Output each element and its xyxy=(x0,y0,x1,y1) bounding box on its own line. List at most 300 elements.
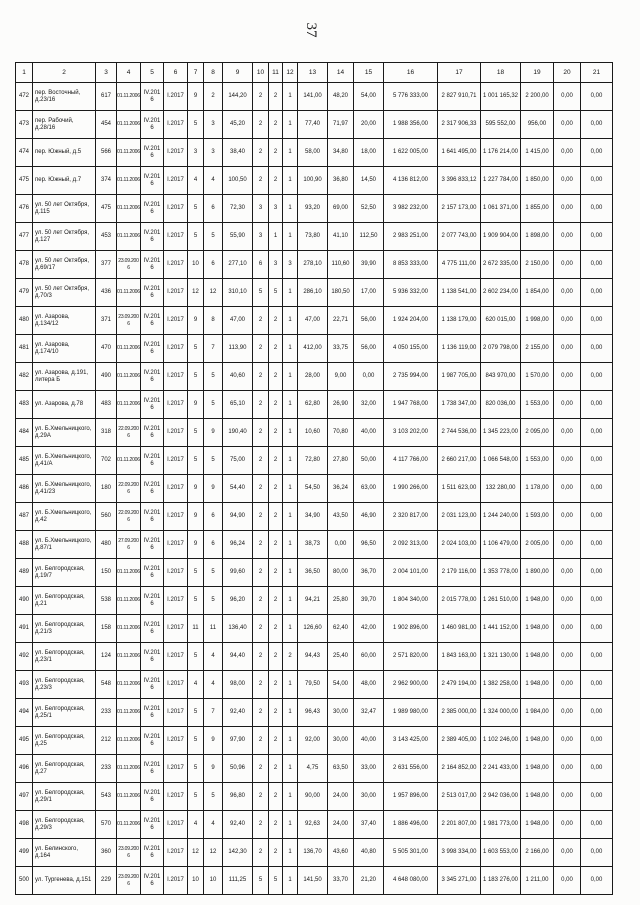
cell-col-13: 100,90 xyxy=(298,167,328,195)
column-number-3: 3 xyxy=(96,63,117,83)
cell-col-12: 1 xyxy=(283,587,298,615)
cell-col-9: 96,80 xyxy=(223,783,253,811)
cell-col-10: 2 xyxy=(253,363,269,391)
cell-col-19: 1 948,00 xyxy=(521,727,554,755)
cell-col-13: 412,00 xyxy=(298,335,328,363)
cell-col-9: 97,90 xyxy=(223,727,253,755)
cell-col-9: 136,40 xyxy=(223,615,253,643)
cell-col-10: 2 xyxy=(253,727,269,755)
cell-row-number: 495 xyxy=(16,727,33,755)
cell-col-15: 63,00 xyxy=(354,475,384,503)
cell-col-14: 27,80 xyxy=(328,447,354,475)
cell-col-16: 1 804 340,00 xyxy=(384,587,438,615)
cell-col-15: 48,00 xyxy=(354,671,384,699)
cell-col-17: 3 345 271,00 xyxy=(438,867,481,895)
cell-col-19: 1 854,00 xyxy=(521,279,554,307)
cell-col-4: 01.11.2006 xyxy=(117,363,141,391)
cell-col-7: 4 xyxy=(188,811,204,839)
cell-col-17: 2 015 778,00 xyxy=(438,587,481,615)
cell-col-14: 9,00 xyxy=(328,363,354,391)
cell-col-15: 40,00 xyxy=(354,727,384,755)
cell-col-8: 9 xyxy=(204,475,223,503)
cell-row-number: 486 xyxy=(16,475,33,503)
cell-col-12: 1 xyxy=(283,447,298,475)
cell-col-5: IV.2016 xyxy=(141,811,164,839)
cell-address: ул. Б.Хмельницкого, д.29А xyxy=(33,419,96,447)
cell-col-11: 2 xyxy=(269,167,283,195)
cell-col-19: 1 948,00 xyxy=(521,615,554,643)
cell-col-13: 28,00 xyxy=(298,363,328,391)
cell-row-number: 496 xyxy=(16,755,33,783)
cell-col-9: 55,90 xyxy=(223,223,253,251)
cell-row-number: 477 xyxy=(16,223,33,251)
cell-col-13: 77,40 xyxy=(298,111,328,139)
cell-col-7: 5 xyxy=(188,111,204,139)
cell-col-14: 33,75 xyxy=(328,335,354,363)
cell-col-17: 2 031 123,00 xyxy=(438,503,481,531)
cell-col-15: 46,90 xyxy=(354,503,384,531)
cell-col-21: 0,00 xyxy=(581,699,613,727)
cell-col-3: 124 xyxy=(96,643,117,671)
cell-col-14: 71,97 xyxy=(328,111,354,139)
cell-col-8: 5 xyxy=(204,587,223,615)
column-number-10: 10 xyxy=(253,63,269,83)
cell-col-20: 0,00 xyxy=(554,643,581,671)
table-row xyxy=(16,867,613,895)
cell-col-10: 2 xyxy=(253,587,269,615)
cell-col-7: 12 xyxy=(188,279,204,307)
cell-col-18: 2 672 335,00 xyxy=(481,251,521,279)
cell-col-13: 38,73 xyxy=(298,531,328,559)
cell-col-11: 2 xyxy=(269,335,283,363)
cell-col-20: 0,00 xyxy=(554,83,581,111)
cell-col-20: 0,00 xyxy=(554,363,581,391)
cell-col-9: 113,90 xyxy=(223,335,253,363)
cell-col-21: 0,00 xyxy=(581,363,613,391)
cell-col-6: I.2017 xyxy=(164,307,188,335)
cell-col-11: 2 xyxy=(269,615,283,643)
cell-col-15: 32,47 xyxy=(354,699,384,727)
cell-col-9: 98,00 xyxy=(223,671,253,699)
cell-col-5: IV.2016 xyxy=(141,643,164,671)
cell-col-15: 56,00 xyxy=(354,335,384,363)
cell-col-12: 2 xyxy=(283,643,298,671)
cell-col-17: 2 077 743,00 xyxy=(438,223,481,251)
cell-col-15: 50,00 xyxy=(354,447,384,475)
cell-col-16: 3 982 232,00 xyxy=(384,195,438,223)
cell-col-12: 1 xyxy=(283,363,298,391)
cell-row-number: 484 xyxy=(16,419,33,447)
cell-col-8: 6 xyxy=(204,503,223,531)
cell-col-7: 12 xyxy=(188,839,204,867)
table-row xyxy=(16,447,613,475)
cell-col-16: 1 886 496,00 xyxy=(384,811,438,839)
cell-address: ул. Белгородская, д.21/3 xyxy=(33,615,96,643)
cell-col-9: 72,30 xyxy=(223,195,253,223)
cell-col-6: I.2017 xyxy=(164,559,188,587)
table-row xyxy=(16,531,613,559)
cell-col-7: 5 xyxy=(188,223,204,251)
cell-col-3: 475 xyxy=(96,195,117,223)
cell-col-14: 34,80 xyxy=(328,139,354,167)
column-number-13: 13 xyxy=(298,63,328,83)
cell-col-8: 5 xyxy=(204,447,223,475)
cell-col-8: 2 xyxy=(204,83,223,111)
cell-col-8: 4 xyxy=(204,671,223,699)
cell-col-15: 20,00 xyxy=(354,111,384,139)
cell-col-20: 0,00 xyxy=(554,811,581,839)
cell-col-11: 3 xyxy=(269,195,283,223)
cell-col-5: IV.2016 xyxy=(141,503,164,531)
cell-col-9: 50,96 xyxy=(223,755,253,783)
cell-col-10: 2 xyxy=(253,419,269,447)
cell-col-15: 40,00 xyxy=(354,419,384,447)
cell-col-16: 2 631 556,00 xyxy=(384,755,438,783)
cell-col-13: 286,10 xyxy=(298,279,328,307)
cell-col-15: 0,00 xyxy=(354,363,384,391)
column-number-18: 18 xyxy=(481,63,521,83)
table-row xyxy=(16,839,613,867)
cell-col-10: 3 xyxy=(253,195,269,223)
cell-col-9: 142,30 xyxy=(223,839,253,867)
cell-col-11: 2 xyxy=(269,559,283,587)
cell-col-3: 543 xyxy=(96,783,117,811)
cell-col-7: 10 xyxy=(188,251,204,279)
cell-col-21: 0,00 xyxy=(581,195,613,223)
cell-row-number: 476 xyxy=(16,195,33,223)
cell-col-21: 0,00 xyxy=(581,419,613,447)
table-row xyxy=(16,727,613,755)
cell-col-18: 1 106 479,00 xyxy=(481,531,521,559)
cell-col-3: 374 xyxy=(96,167,117,195)
column-number-8: 8 xyxy=(204,63,223,83)
cell-col-21: 0,00 xyxy=(581,251,613,279)
cell-col-8: 5 xyxy=(204,783,223,811)
cell-col-20: 0,00 xyxy=(554,335,581,363)
cell-col-7: 9 xyxy=(188,391,204,419)
cell-col-17: 1 641 495,00 xyxy=(438,139,481,167)
cell-col-12: 1 xyxy=(283,167,298,195)
cell-col-4: 01.11.2006 xyxy=(117,195,141,223)
cell-row-number: 491 xyxy=(16,615,33,643)
cell-col-12: 1 xyxy=(283,139,298,167)
table-row xyxy=(16,363,613,391)
cell-col-4: 22.09.2006 xyxy=(117,503,141,531)
cell-col-3: 360 xyxy=(96,839,117,867)
cell-address: ул. 50 лет Октября, д.69/17 xyxy=(33,251,96,279)
cell-col-15: 60,00 xyxy=(354,643,384,671)
cell-col-8: 3 xyxy=(204,139,223,167)
cell-col-9: 144,20 xyxy=(223,83,253,111)
cell-row-number: 498 xyxy=(16,811,33,839)
cell-col-20: 0,00 xyxy=(554,531,581,559)
cell-col-21: 0,00 xyxy=(581,223,613,251)
cell-col-11: 2 xyxy=(269,587,283,615)
cell-col-15: 54,00 xyxy=(354,83,384,111)
cell-col-5: IV.2016 xyxy=(141,671,164,699)
cell-col-6: I.2017 xyxy=(164,279,188,307)
cell-col-7: 9 xyxy=(188,307,204,335)
cell-col-18: 1 183 276,00 xyxy=(481,867,521,895)
column-number-15: 15 xyxy=(354,63,384,83)
cell-col-14: 110,60 xyxy=(328,251,354,279)
table-row xyxy=(16,559,613,587)
cell-col-4: 01.11.2006 xyxy=(117,111,141,139)
cell-col-21: 0,00 xyxy=(581,307,613,335)
cell-address: ул. Белгородская, д.19/7 xyxy=(33,559,96,587)
cell-col-4: 01.11.2006 xyxy=(117,83,141,111)
cell-col-3: 229 xyxy=(96,867,117,895)
cell-col-6: I.2017 xyxy=(164,503,188,531)
cell-col-8: 6 xyxy=(204,251,223,279)
cell-col-12: 1 xyxy=(283,559,298,587)
cell-col-17: 2 024 103,00 xyxy=(438,531,481,559)
cell-col-18: 1 382 258,00 xyxy=(481,671,521,699)
cell-col-14: 33,70 xyxy=(328,867,354,895)
housing-list-table xyxy=(15,62,613,895)
cell-col-21: 0,00 xyxy=(581,167,613,195)
cell-col-20: 0,00 xyxy=(554,167,581,195)
cell-col-14: 180,50 xyxy=(328,279,354,307)
cell-col-20: 0,00 xyxy=(554,503,581,531)
cell-col-17: 2 660 217,00 xyxy=(438,447,481,475)
cell-address: ул. Белгородская, д.29/1 xyxy=(33,783,96,811)
cell-col-15: 36,70 xyxy=(354,559,384,587)
cell-col-15: 32,00 xyxy=(354,391,384,419)
cell-col-7: 5 xyxy=(188,195,204,223)
cell-col-20: 0,00 xyxy=(554,251,581,279)
cell-col-18: 820 036,00 xyxy=(481,391,521,419)
cell-col-11: 2 xyxy=(269,839,283,867)
cell-col-5: IV.2016 xyxy=(141,727,164,755)
cell-col-13: 92,00 xyxy=(298,727,328,755)
cell-col-19: 1 948,00 xyxy=(521,643,554,671)
cell-col-20: 0,00 xyxy=(554,391,581,419)
cell-col-21: 0,00 xyxy=(581,643,613,671)
cell-col-12: 1 xyxy=(283,419,298,447)
cell-col-8: 8 xyxy=(204,307,223,335)
cell-col-4: 01.11.2006 xyxy=(117,699,141,727)
cell-col-20: 0,00 xyxy=(554,867,581,895)
cell-col-20: 0,00 xyxy=(554,223,581,251)
cell-col-18: 1 353 778,00 xyxy=(481,559,521,587)
cell-col-6: I.2017 xyxy=(164,139,188,167)
cell-col-10: 2 xyxy=(253,503,269,531)
cell-col-7: 4 xyxy=(188,167,204,195)
cell-col-6: I.2017 xyxy=(164,167,188,195)
cell-col-8: 9 xyxy=(204,755,223,783)
cell-col-5: IV.2016 xyxy=(141,867,164,895)
cell-col-17: 2 744 536,00 xyxy=(438,419,481,447)
cell-col-18: 1 244 240,00 xyxy=(481,503,521,531)
column-number-11: 11 xyxy=(269,63,283,83)
cell-col-6: I.2017 xyxy=(164,643,188,671)
cell-col-21: 0,00 xyxy=(581,139,613,167)
cell-col-21: 0,00 xyxy=(581,111,613,139)
cell-col-18: 1 441 152,00 xyxy=(481,615,521,643)
cell-col-4: 01.11.2006 xyxy=(117,755,141,783)
cell-col-8: 5 xyxy=(204,363,223,391)
cell-col-3: 480 xyxy=(96,531,117,559)
cell-col-13: 73,80 xyxy=(298,223,328,251)
cell-col-13: 94,43 xyxy=(298,643,328,671)
cell-col-11: 2 xyxy=(269,139,283,167)
cell-col-21: 0,00 xyxy=(581,559,613,587)
cell-col-19: 1 890,00 xyxy=(521,559,554,587)
cell-col-12: 1 xyxy=(283,727,298,755)
cell-col-14: 24,00 xyxy=(328,783,354,811)
cell-col-8: 5 xyxy=(204,223,223,251)
cell-address: ул. Белгородская, д.29/3 xyxy=(33,811,96,839)
cell-col-12: 1 xyxy=(283,671,298,699)
cell-col-14: 70,80 xyxy=(328,419,354,447)
cell-col-17: 1 511 623,00 xyxy=(438,475,481,503)
cell-col-9: 40,60 xyxy=(223,363,253,391)
cell-col-16: 2 092 313,00 xyxy=(384,531,438,559)
cell-col-4: 23.09.2006 xyxy=(117,307,141,335)
cell-address: ул. Белгородская, д.25/1 xyxy=(33,699,96,727)
cell-col-11: 2 xyxy=(269,83,283,111)
cell-col-5: IV.2016 xyxy=(141,447,164,475)
cell-col-6: I.2017 xyxy=(164,531,188,559)
column-number-4: 4 xyxy=(117,63,141,83)
cell-col-18: 1 981 773,00 xyxy=(481,811,521,839)
table-row xyxy=(16,307,613,335)
cell-col-10: 2 xyxy=(253,307,269,335)
cell-address: ул. Б.Хмельницкого, д.41/23 xyxy=(33,475,96,503)
cell-col-20: 0,00 xyxy=(554,307,581,335)
cell-col-16: 2 320 817,00 xyxy=(384,503,438,531)
cell-col-13: 141,00 xyxy=(298,83,328,111)
table-row xyxy=(16,503,613,531)
cell-col-11: 2 xyxy=(269,671,283,699)
cell-col-9: 96,24 xyxy=(223,531,253,559)
cell-row-number: 473 xyxy=(16,111,33,139)
cell-col-10: 2 xyxy=(253,531,269,559)
cell-col-6: I.2017 xyxy=(164,363,188,391)
cell-col-6: I.2017 xyxy=(164,475,188,503)
cell-col-19: 1 984,00 xyxy=(521,699,554,727)
cell-col-5: IV.2016 xyxy=(141,307,164,335)
cell-col-7: 10 xyxy=(188,867,204,895)
cell-col-11: 2 xyxy=(269,643,283,671)
cell-col-15: 56,00 xyxy=(354,307,384,335)
table-row xyxy=(16,167,613,195)
cell-col-4: 22.09.2006 xyxy=(117,419,141,447)
cell-row-number: 481 xyxy=(16,335,33,363)
cell-col-17: 2 389 405,00 xyxy=(438,727,481,755)
cell-col-17: 2 513 017,00 xyxy=(438,783,481,811)
column-number-7: 7 xyxy=(188,63,204,83)
cell-col-18: 1 603 553,00 xyxy=(481,839,521,867)
cell-col-21: 0,00 xyxy=(581,475,613,503)
cell-col-18: 2 942 036,00 xyxy=(481,783,521,811)
cell-col-6: I.2017 xyxy=(164,195,188,223)
cell-col-21: 0,00 xyxy=(581,867,613,895)
cell-col-7: 3 xyxy=(188,139,204,167)
table-row xyxy=(16,643,613,671)
cell-col-5: IV.2016 xyxy=(141,475,164,503)
cell-col-15: 42,00 xyxy=(354,615,384,643)
cell-col-10: 2 xyxy=(253,615,269,643)
cell-col-7: 11 xyxy=(188,615,204,643)
cell-col-5: IV.2016 xyxy=(141,279,164,307)
cell-col-5: IV.2016 xyxy=(141,139,164,167)
cell-col-11: 5 xyxy=(269,279,283,307)
cell-col-6: I.2017 xyxy=(164,83,188,111)
cell-address: ул. Тургенева, д.151 xyxy=(33,867,96,895)
cell-col-5: IV.2016 xyxy=(141,587,164,615)
cell-col-4: 01.11.2006 xyxy=(117,587,141,615)
cell-col-20: 0,00 xyxy=(554,139,581,167)
cell-col-4: 01.11.2006 xyxy=(117,783,141,811)
cell-col-12: 1 xyxy=(283,811,298,839)
cell-col-16: 4 050 155,00 xyxy=(384,335,438,363)
cell-col-16: 1 989 980,00 xyxy=(384,699,438,727)
column-number-2: 2 xyxy=(33,63,96,83)
cell-row-number: 482 xyxy=(16,363,33,391)
cell-col-6: I.2017 xyxy=(164,419,188,447)
table-row xyxy=(16,139,613,167)
cell-col-14: 43,60 xyxy=(328,839,354,867)
cell-col-21: 0,00 xyxy=(581,503,613,531)
cell-col-18: 1 061 371,00 xyxy=(481,195,521,223)
cell-col-15: 33,00 xyxy=(354,755,384,783)
cell-col-11: 2 xyxy=(269,391,283,419)
cell-col-5: IV.2016 xyxy=(141,839,164,867)
cell-col-21: 0,00 xyxy=(581,83,613,111)
cell-col-12: 1 xyxy=(283,839,298,867)
table-row xyxy=(16,279,613,307)
cell-col-4: 01.11.2006 xyxy=(117,139,141,167)
cell-col-8: 3 xyxy=(204,111,223,139)
cell-col-18: 843 970,00 xyxy=(481,363,521,391)
cell-col-19: 2 095,00 xyxy=(521,419,554,447)
cell-col-3: 566 xyxy=(96,139,117,167)
cell-col-3: 377 xyxy=(96,251,117,279)
cell-col-13: 92,63 xyxy=(298,811,328,839)
cell-col-11: 2 xyxy=(269,307,283,335)
cell-col-8: 6 xyxy=(204,531,223,559)
cell-row-number: 494 xyxy=(16,699,33,727)
cell-col-3: 212 xyxy=(96,727,117,755)
cell-col-13: 79,50 xyxy=(298,671,328,699)
cell-col-9: 75,00 xyxy=(223,447,253,475)
cell-col-15: 18,00 xyxy=(354,139,384,167)
table-row xyxy=(16,587,613,615)
cell-col-10: 2 xyxy=(253,391,269,419)
cell-address: ул. Белинского, д.164 xyxy=(33,839,96,867)
cell-col-10: 2 xyxy=(253,755,269,783)
cell-col-9: 65,10 xyxy=(223,391,253,419)
cell-col-14: 63,50 xyxy=(328,755,354,783)
table-row xyxy=(16,195,613,223)
cell-col-10: 2 xyxy=(253,839,269,867)
cell-col-4: 01.11.2006 xyxy=(117,671,141,699)
cell-col-6: I.2017 xyxy=(164,391,188,419)
cell-col-9: 99,60 xyxy=(223,559,253,587)
cell-col-9: 92,40 xyxy=(223,811,253,839)
cell-col-16: 1 988 356,00 xyxy=(384,111,438,139)
cell-col-4: 01.11.2006 xyxy=(117,559,141,587)
cell-row-number: 499 xyxy=(16,839,33,867)
cell-col-10: 5 xyxy=(253,279,269,307)
cell-col-14: 43,50 xyxy=(328,503,354,531)
cell-col-3: 150 xyxy=(96,559,117,587)
cell-address: ул. Б.Хмельницкого, д.41/А xyxy=(33,447,96,475)
cell-col-19: 1 998,00 xyxy=(521,307,554,335)
column-number-5: 5 xyxy=(141,63,164,83)
